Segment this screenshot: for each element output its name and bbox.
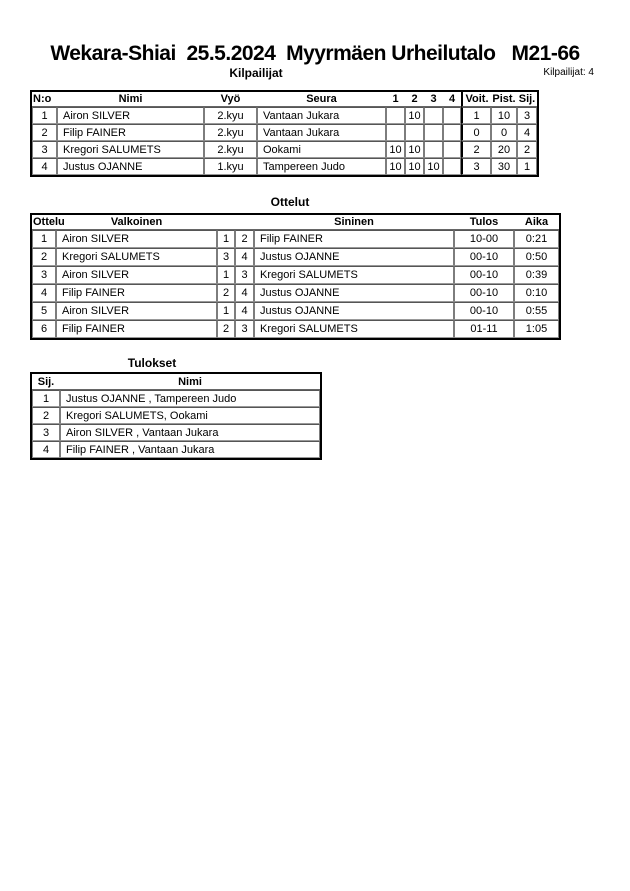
- cell: [424, 141, 443, 158]
- cell: [443, 141, 461, 158]
- cell: Justus OJANNE: [57, 158, 204, 175]
- cell: 2: [461, 141, 491, 158]
- cell: Airon SILVER: [56, 302, 217, 320]
- column-header: Pist.: [492, 93, 516, 105]
- cell: Airon SILVER: [56, 266, 217, 284]
- column-header: N:o: [32, 92, 57, 107]
- cell: [443, 158, 461, 175]
- cell: Airon SILVER: [56, 230, 217, 248]
- cell: 4: [235, 248, 254, 266]
- cell: 1: [217, 302, 235, 320]
- column-header: [235, 215, 254, 230]
- cell: Kregori SALUMETS: [254, 320, 454, 338]
- tulokset-table: [30, 372, 322, 460]
- cell: [443, 107, 461, 124]
- cell: 10: [405, 158, 424, 175]
- cell: Justus OJANNE , Tampereen Judo: [60, 390, 320, 407]
- cell: 10: [386, 158, 405, 175]
- column-header: Aika: [514, 215, 559, 230]
- cell: 10: [424, 158, 443, 175]
- column-header: Vyö: [204, 92, 257, 107]
- cell: 3: [517, 107, 537, 124]
- cell: 01-11: [454, 320, 514, 338]
- column-header: Sij.: [518, 93, 536, 105]
- cell: 1: [217, 230, 235, 248]
- cell: [386, 124, 405, 141]
- cell: 1: [32, 390, 60, 407]
- column-header: Nimi: [60, 374, 320, 390]
- cell: Kregori SALUMETS: [56, 248, 217, 266]
- column-header: Nimi: [57, 92, 204, 107]
- cell: 4: [32, 441, 60, 458]
- cell: 2: [32, 407, 60, 424]
- cell: 10: [405, 107, 424, 124]
- cell: 3: [235, 320, 254, 338]
- page-title: Wekara-Shiai 25.5.2024 Myyrmäen Urheilutalo M21-66: [50, 42, 580, 65]
- column-header: 2: [405, 92, 424, 107]
- column-header: Ottelu: [33, 216, 65, 228]
- table-row: [32, 390, 320, 407]
- cell: Kregori SALUMETS: [254, 266, 454, 284]
- cell: 3: [32, 266, 56, 284]
- cell: 20: [491, 141, 517, 158]
- cell: [386, 107, 405, 124]
- header-row: [32, 374, 320, 390]
- table-row: [32, 320, 559, 338]
- table-row: [32, 424, 320, 441]
- table-row: [32, 266, 559, 284]
- table-row: [32, 230, 559, 248]
- cell: 0: [461, 124, 491, 141]
- column-header: Voit.: [461, 92, 491, 107]
- cell: Airon SILVER: [57, 107, 204, 124]
- column-header: Sij.: [32, 374, 60, 390]
- cell: 10: [386, 141, 405, 158]
- cell: 2: [32, 124, 57, 141]
- cell: [405, 124, 424, 141]
- column-header: 4: [443, 92, 461, 107]
- table-row: [32, 441, 320, 458]
- cell: Filip FAINER: [254, 230, 454, 248]
- cell: Vantaan Jukara: [257, 107, 386, 124]
- table-row: [32, 302, 559, 320]
- header-row: [32, 92, 537, 107]
- cell: 2: [217, 284, 235, 302]
- section-title-kilpailijat: Kilpailijat: [229, 66, 283, 80]
- cell: 3: [217, 248, 235, 266]
- cell: Justus OJANNE: [254, 302, 454, 320]
- cell: 00-10: [454, 266, 514, 284]
- cell: 0:55: [514, 302, 559, 320]
- cell: 5: [32, 302, 56, 320]
- cell: Filip FAINER: [57, 124, 204, 141]
- cell: 0: [491, 124, 517, 141]
- cell: 0:50: [514, 248, 559, 266]
- cell: 2: [217, 320, 235, 338]
- cell: 3: [461, 158, 491, 175]
- cell: 4: [235, 284, 254, 302]
- table-row: [32, 284, 559, 302]
- column-header: Sininen: [254, 215, 454, 230]
- cell: 1: [217, 266, 235, 284]
- cell: 4: [235, 302, 254, 320]
- cell: 10: [405, 141, 424, 158]
- cell: [443, 124, 461, 141]
- cell: 4: [32, 284, 56, 302]
- column-header: Valkoinen: [56, 215, 217, 230]
- cell: 10-00: [454, 230, 514, 248]
- column-header: Tulos: [454, 215, 514, 230]
- cell: 2: [517, 141, 537, 158]
- cell: Ookami: [257, 141, 386, 158]
- cell: 0:10: [514, 284, 559, 302]
- table-row: [32, 124, 537, 141]
- cell: 00-10: [454, 284, 514, 302]
- column-header: Seura: [257, 92, 386, 107]
- cell: 3: [32, 141, 57, 158]
- cell: 1: [517, 158, 537, 175]
- cell: 00-10: [454, 248, 514, 266]
- cell: Vantaan Jukara: [257, 124, 386, 141]
- cell: 2: [32, 248, 56, 266]
- kilpailijat-table: [30, 90, 539, 177]
- cell: 2.kyu: [204, 124, 257, 141]
- cell: 10: [491, 107, 517, 124]
- table-row: [32, 141, 537, 158]
- header-row: [32, 215, 559, 230]
- column-header: [217, 215, 235, 230]
- cell: 0:39: [514, 266, 559, 284]
- cell: 1.kyu: [204, 158, 257, 175]
- cell: 1: [461, 107, 491, 124]
- table-row: [32, 158, 537, 175]
- cell: [424, 107, 443, 124]
- cell: 3: [235, 266, 254, 284]
- cell: 2.kyu: [204, 141, 257, 158]
- cell: 1: [32, 230, 56, 248]
- competitor-count: Kilpailijat: 4: [543, 67, 594, 78]
- cell: Filip FAINER , Vantaan Jukara: [60, 441, 320, 458]
- cell: 4: [32, 158, 57, 175]
- cell: Filip FAINER: [56, 320, 217, 338]
- cell: Tampereen Judo: [257, 158, 386, 175]
- section-title-tulokset: Tulokset: [127, 356, 177, 370]
- cell: [424, 124, 443, 141]
- cell: Airon SILVER , Vantaan Jukara: [60, 424, 320, 441]
- cell: 4: [517, 124, 537, 141]
- column-header: 3: [424, 92, 443, 107]
- table-row: [32, 107, 537, 124]
- cell: 00-10: [454, 302, 514, 320]
- cell: 2: [235, 230, 254, 248]
- table-row: [32, 248, 559, 266]
- cell: 2.kyu: [204, 107, 257, 124]
- section-title-ottelut: Ottelut: [270, 195, 310, 209]
- cell: 0:21: [514, 230, 559, 248]
- ottelut-table: [30, 213, 561, 340]
- cell: 3: [32, 424, 60, 441]
- cell: Kregori SALUMETS: [57, 141, 204, 158]
- cell: Justus OJANNE: [254, 248, 454, 266]
- table-row: [32, 407, 320, 424]
- cell: 1: [32, 107, 57, 124]
- cell: 1:05: [514, 320, 559, 338]
- cell: 6: [32, 320, 56, 338]
- cell: Kregori SALUMETS, Ookami: [60, 407, 320, 424]
- cell: 30: [491, 158, 517, 175]
- cell: Justus OJANNE: [254, 284, 454, 302]
- cell: Filip FAINER: [56, 284, 217, 302]
- column-header: 1: [386, 92, 405, 107]
